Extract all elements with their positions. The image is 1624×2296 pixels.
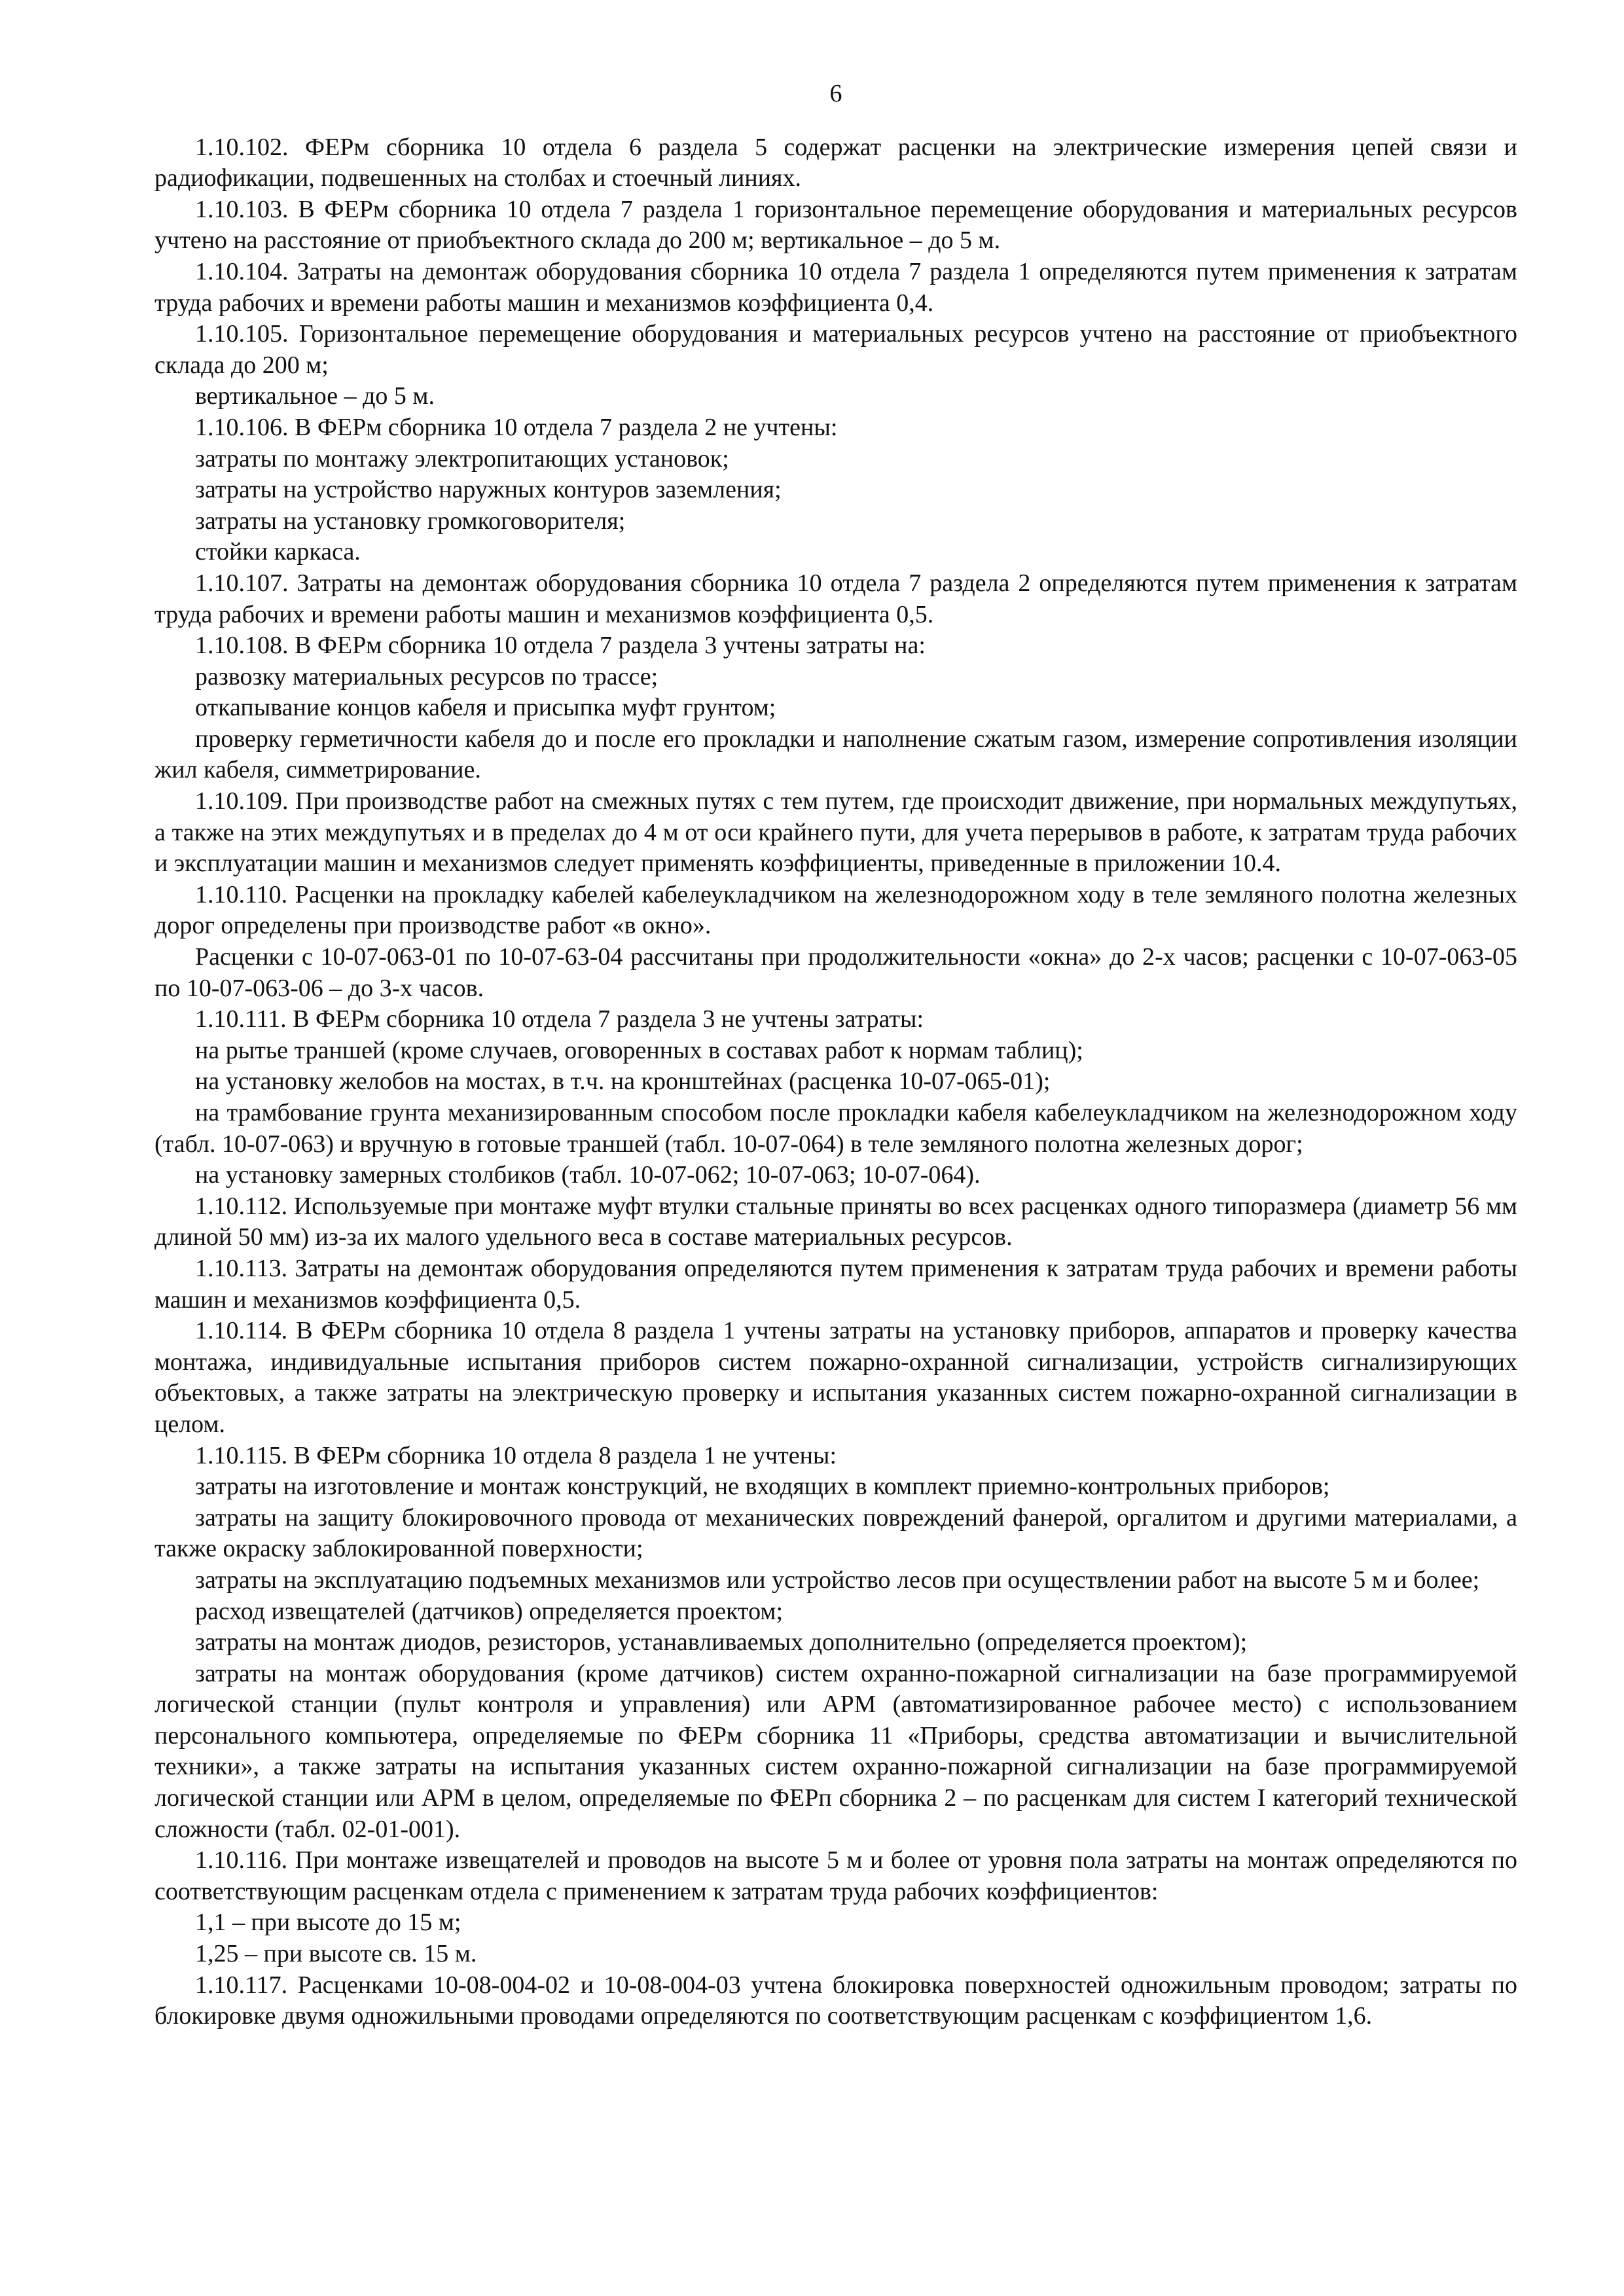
paragraph: 1.10.113. Затраты на демонтаж оборудования определяются путем применения к затратам труда рабочих и времени работы машин и механизмов коэффициента 0,5. bbox=[154, 1254, 1517, 1314]
paragraph: 1.10.103. В ФЕРм сборника 10 отдела 7 раздела 1 горизонтальное перемещение оборудования и материальных ресурсов учтено на расстояние от приобъектного склада до 200 м; вертикальное – до 5 м. bbox=[154, 195, 1517, 255]
paragraph: затраты по монтажу электропитающих установок; bbox=[195, 444, 729, 473]
paragraph: развозку материальных ресурсов по трассе; bbox=[195, 662, 659, 691]
paragraph: Расценки с 10-07-063-01 по 10-07-63-04 рассчитаны при продолжительности «окна» до 2-х часов; расценки с 10-07-063-05 по 10-07-063-06 – до 3-х часов. bbox=[154, 943, 1517, 1002]
paragraph: 1.10.115. В ФЕРм сборника 10 отдела 8 раздела 1 не учтены: bbox=[195, 1441, 837, 1469]
paragraph: затраты на монтаж оборудования (кроме датчиков) систем охранно-пожарной сигнализации на базе программируемой логической станции (пульт контроля и управления) или АРМ (автоматизированное рабочее место) с использованием персонального компьютера, определяемые по ФЕРм сборника 11 «Приборы, средства автоматизации и вычислительной техники», а также затраты на испытания указанных систем охранно-пожарной сигнализации на базе программируемой логической станции или АРМ в целом, определяемые по ФЕРп сборника 2 – по расценкам для систем I категорий технической сложности (табл. 02-01-001). bbox=[154, 1659, 1517, 1843]
paragraph: 1.10.104. Затраты на демонтаж оборудования сборника 10 отдела 7 раздела 1 определяются путем применения к затратам труда рабочих и времени работы машин и механизмов коэффициента 0,4. bbox=[154, 257, 1517, 317]
document-body bbox=[154, 132, 1517, 2032]
paragraph: 1.10.107. Затраты на демонтаж оборудования сборника 10 отдела 7 раздела 2 определяются путем применения к затратам труда рабочих и времени работы машин и механизмов коэффициента 0,5. bbox=[154, 569, 1517, 628]
paragraph: на трамбование грунта механизированным способом после прокладки кабеля кабелеукладчиком на железнодорожном ходу (табл. 10-07-063) и вручную в готовые траншей (табл. 10-07-064) в теле земляного полотна железных дорог; bbox=[154, 1099, 1517, 1158]
paragraph: на установку желобов на мостах, в т.ч. на кронштейнах (расценка 10-07-065-01); bbox=[195, 1067, 1051, 1096]
paragraph: проверку герметичности кабеля до и после его прокладки и наполнение сжатым газом, измерение сопротивления изоляции жил кабеля, симметрирование. bbox=[154, 725, 1517, 784]
paragraph: 1.10.111. В ФЕРм сборника 10 отдела 7 раздела 3 не учтены затраты: bbox=[195, 1005, 924, 1033]
paragraph: 1.10.106. В ФЕРм сборника 10 отдела 7 раздела 2 не учтены: bbox=[195, 413, 838, 441]
paragraph: откапывание концов кабеля и присыпка муфт грунтом; bbox=[195, 694, 776, 722]
paragraph: 1.10.117. Расценками 10-08-004-02 и 10-08-004-03 учтена блокировка поверхностей одножильным проводом; затраты по блокировке двумя одножильными проводами определяются по соответствующим расценкам с коэффициентом 1,6. bbox=[154, 1971, 1517, 2030]
paragraph: затраты на монтаж диодов, резисторов, устанавливаемых дополнительно (определяется проектом); bbox=[195, 1628, 1248, 1657]
page-number: 6 bbox=[829, 80, 842, 107]
paragraph: вертикальное – до 5 м. bbox=[195, 382, 435, 410]
paragraph: затраты на эксплуатацию подъемных механизмов или устройство лесов при осуществлении работ на высоте 5 м и более; bbox=[195, 1566, 1480, 1594]
paragraph: 1.10.102. ФЕРм сборника 10 отдела 6 раздела 5 содержат расценки на электрические измерения цепей связи и радиофикации, подвешенных на столбах и стоечный линиях. bbox=[154, 133, 1517, 192]
paragraph: 1.10.108. В ФЕРм сборника 10 отдела 7 раздела 3 учтены затраты на: bbox=[195, 632, 926, 660]
paragraph: 1.10.110. Расценки на прокладку кабелей кабелеукладчиком на железнодорожном ходу в теле земляного полотна железных дорог определены при производстве работ «в окно». bbox=[154, 880, 1517, 940]
paragraph: затраты на установку громкоговорителя; bbox=[195, 507, 626, 535]
paragraph: 1.10.116. При монтаже извещателей и проводов на высоте 5 м и более от уровня пола затраты на монтаж определяются по соответствующим расценкам отдела с применением к затратам труда рабочих коэффициентов: bbox=[154, 1846, 1517, 1905]
paragraph: 1.10.105. Горизонтальное перемещение оборудования и материальных ресурсов учтено на расстояние от приобъектного склада до 200 м; bbox=[154, 320, 1517, 379]
paragraph: стойки каркаса. bbox=[195, 538, 361, 566]
paragraph: 1.10.109. При производстве работ на смежных путях с тем путем, где происходит движение, при нормальных междупутьях, а также на этих междупутьях и в пределах до 4 м от оси крайнего пути, для учета перерывов в работе, к затратам труда рабочих и эксплуатации машин и механизмов следует применять коэффициенты, приведенные в приложении 10.4. bbox=[154, 787, 1517, 878]
paragraph: затраты на защиту блокировочного провода от механических повреждений фанерой, оргалитом и другими материалами, а также окраску заблокированной поверхности; bbox=[154, 1503, 1517, 1563]
paragraph: 1.10.114. В ФЕРм сборника 10 отдела 8 раздела 1 учтены затраты на установку приборов, аппаратов и проверку качества монтажа, индивидуальные испытания приборов систем пожарно-охранной сигнализации, устройств сигнализирующих объектовых, а также затраты на электрическую проверку и испытания указанных систем пожарно-охранной сигнализации в целом. bbox=[154, 1317, 1517, 1438]
paragraph: расход извещателей (датчиков) определяется проектом; bbox=[195, 1597, 784, 1625]
document-page bbox=[154, 79, 1517, 2032]
paragraph: на установку замерных столбиков (табл. 10-07-062; 10-07-063; 10-07-064). bbox=[195, 1161, 981, 1189]
paragraph: затраты на устройство наружных контуров заземления; bbox=[195, 476, 782, 504]
paragraph: затраты на изготовление и монтаж конструкций, не входящих в комплект приемно-контрольных приборов; bbox=[195, 1473, 1330, 1501]
paragraph: на рытье траншей (кроме случаев, оговоренных в составах работ к нормам таблиц); bbox=[195, 1036, 1083, 1064]
paragraph: 1,1 – при высоте до 15 м; bbox=[195, 1909, 461, 1937]
paragraph: 1,25 – при высоте св. 15 м. bbox=[195, 1940, 477, 1968]
paragraph: 1.10.112. Используемые при монтаже муфт втулки стальные приняты во всех расценках одного типоразмера (диаметр 56 мм длиной 50 мм) из-за их малого удельного веса в составе материальных ресурсов. bbox=[154, 1192, 1517, 1251]
